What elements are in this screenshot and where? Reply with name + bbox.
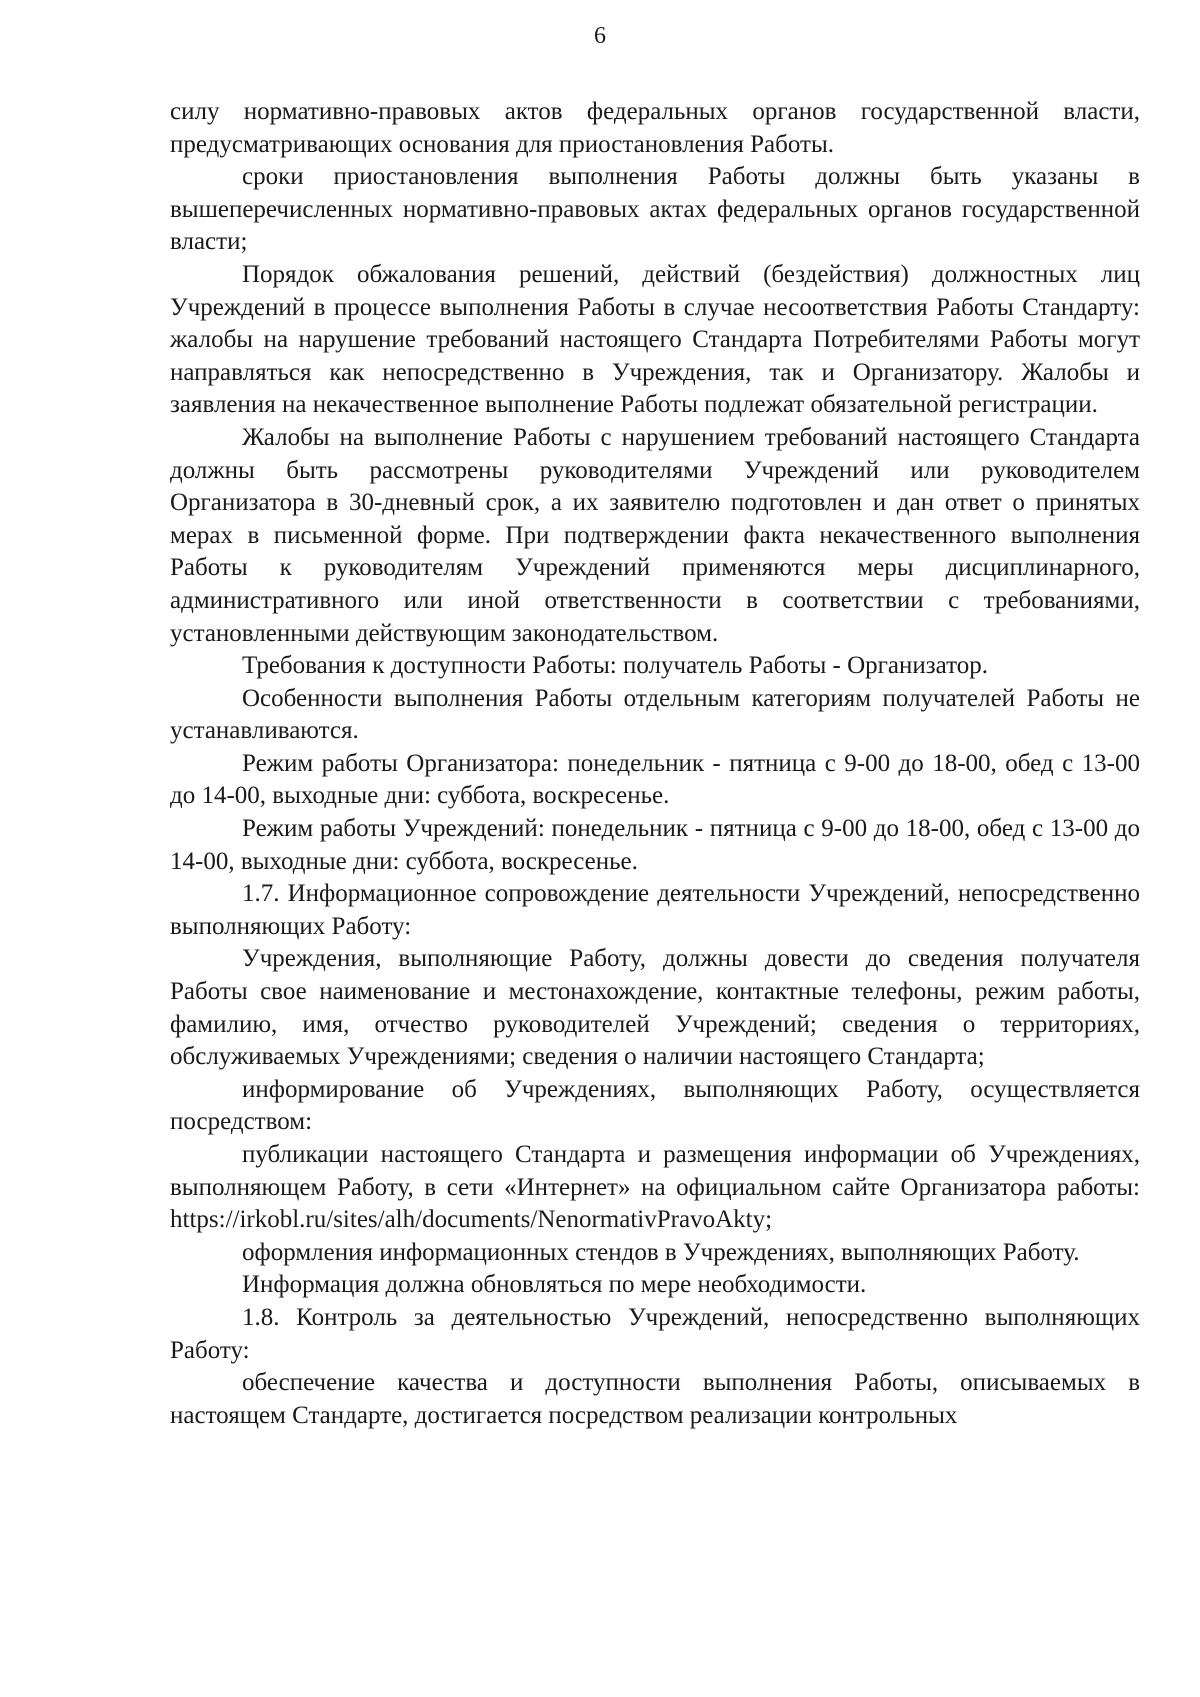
paragraph-16: обеспечение качества и доступности выполнения Работы, описываемых в настоящем Стандарте, достигается посредством реализации контрольных: [170, 1369, 1140, 1429]
section-heading-1-8: 1.8. Контроль за деятельностью Учреждений, непосредственно выполняющих Работу:: [170, 1303, 1140, 1364]
paragraph-4: Жалобы на выполнение Работы с нарушением требований настоящего Стандарта должны быть рассмотрены руководителями Учреждений или руководителем Организатора в 30-дневный срок, а их заявителю подготовлен и дан ответ о принятых мерах в письменной форме. При подтверждении факта некачественного выполнения Работы к руководителям Учреждений применяются меры дисциплинарного, административного или иной ответственности в соответствии с требованиями, установленными действующим законодательством.: [170, 423, 1140, 647]
paragraph-10: Учреждения, выполняющие Работу, должны довести до сведения получателя Работы свое наименование и местонахождение, контактные телефоны, режим работы, фамилию, имя, отчество руководителей Учреждений; сведения о территориях, обслуживаемых Учреждениями; сведения о наличии настоящего Стандарта;: [170, 945, 1140, 1071]
paragraph-14: Информация должна обновляться по мере необходимости.: [242, 1271, 867, 1299]
paragraph-12: [170, 1139, 1140, 1237]
paragraph-2: сроки приостановления выполнения Работы должны быть указаны в вышеперечисленных нормативно-правовых актах федеральных органов государственной власти;: [170, 163, 1140, 256]
section-heading-1-7: 1.7. Информационное сопровождение деятельности Учреждений, непосредственно выполняющих Работу:: [170, 880, 1140, 940]
website-link[interactable]: https://irkobl.ru/sites/alh/documents/NenormativPravoAkty;: [170, 1206, 773, 1234]
paragraph-8: Режим работы Учреждений: понедельник - пятница с 9-00 до 18-00, обед с 13-00 до 14-00, выходные дни: суббота, воскресенье.: [170, 815, 1140, 875]
paragraph-13: оформления информационных стендов в Учреждениях, выполняющих Работу.: [242, 1238, 1080, 1266]
paragraph-5: Требования к доступности Работы: получатель Работы - Организатор.: [242, 652, 988, 680]
paragraph-3: Порядок обжалования решений, действий (бездействия) должностных лиц Учреждений в процессе выполнения Работы в случае несоответствия Работы Стандарту: жалобы на нарушение требований настоящего Стандарта Потребителями Работы могут направляться как непосредственно в Учреждения, так и Организатору. Жалобы и заявления на некачественное выполнение Работы подлежат обязательной регистрации.: [170, 260, 1140, 419]
paragraph-11: информирование об Учреждениях, выполняющих Работу, осуществляется посредством:: [170, 1075, 1140, 1136]
page-number: 6: [594, 23, 606, 49]
paragraph-12-text: публикации настоящего Стандарта и размещения информации об Учреждениях, выполняющем Работу, в сети «Интернет» на официальном сайте Организатора работы:: [170, 1141, 1140, 1201]
paragraph-1: силу нормативно-правовых актов федеральных органов государственной власти, предусматривающих основания для приостановления Работы.: [170, 98, 1140, 158]
paragraph-7: Режим работы Организатора: понедельник - пятница с 9-00 до 18-00, обед с 13-00 до 14-00, выходные дни: суббота, воскресенье.: [170, 749, 1140, 810]
document-body: [170, 96, 1140, 1432]
paragraph-6: Особенности выполнения Работы отдельным категориям получателей Работы не устанавливаются.: [170, 684, 1140, 745]
